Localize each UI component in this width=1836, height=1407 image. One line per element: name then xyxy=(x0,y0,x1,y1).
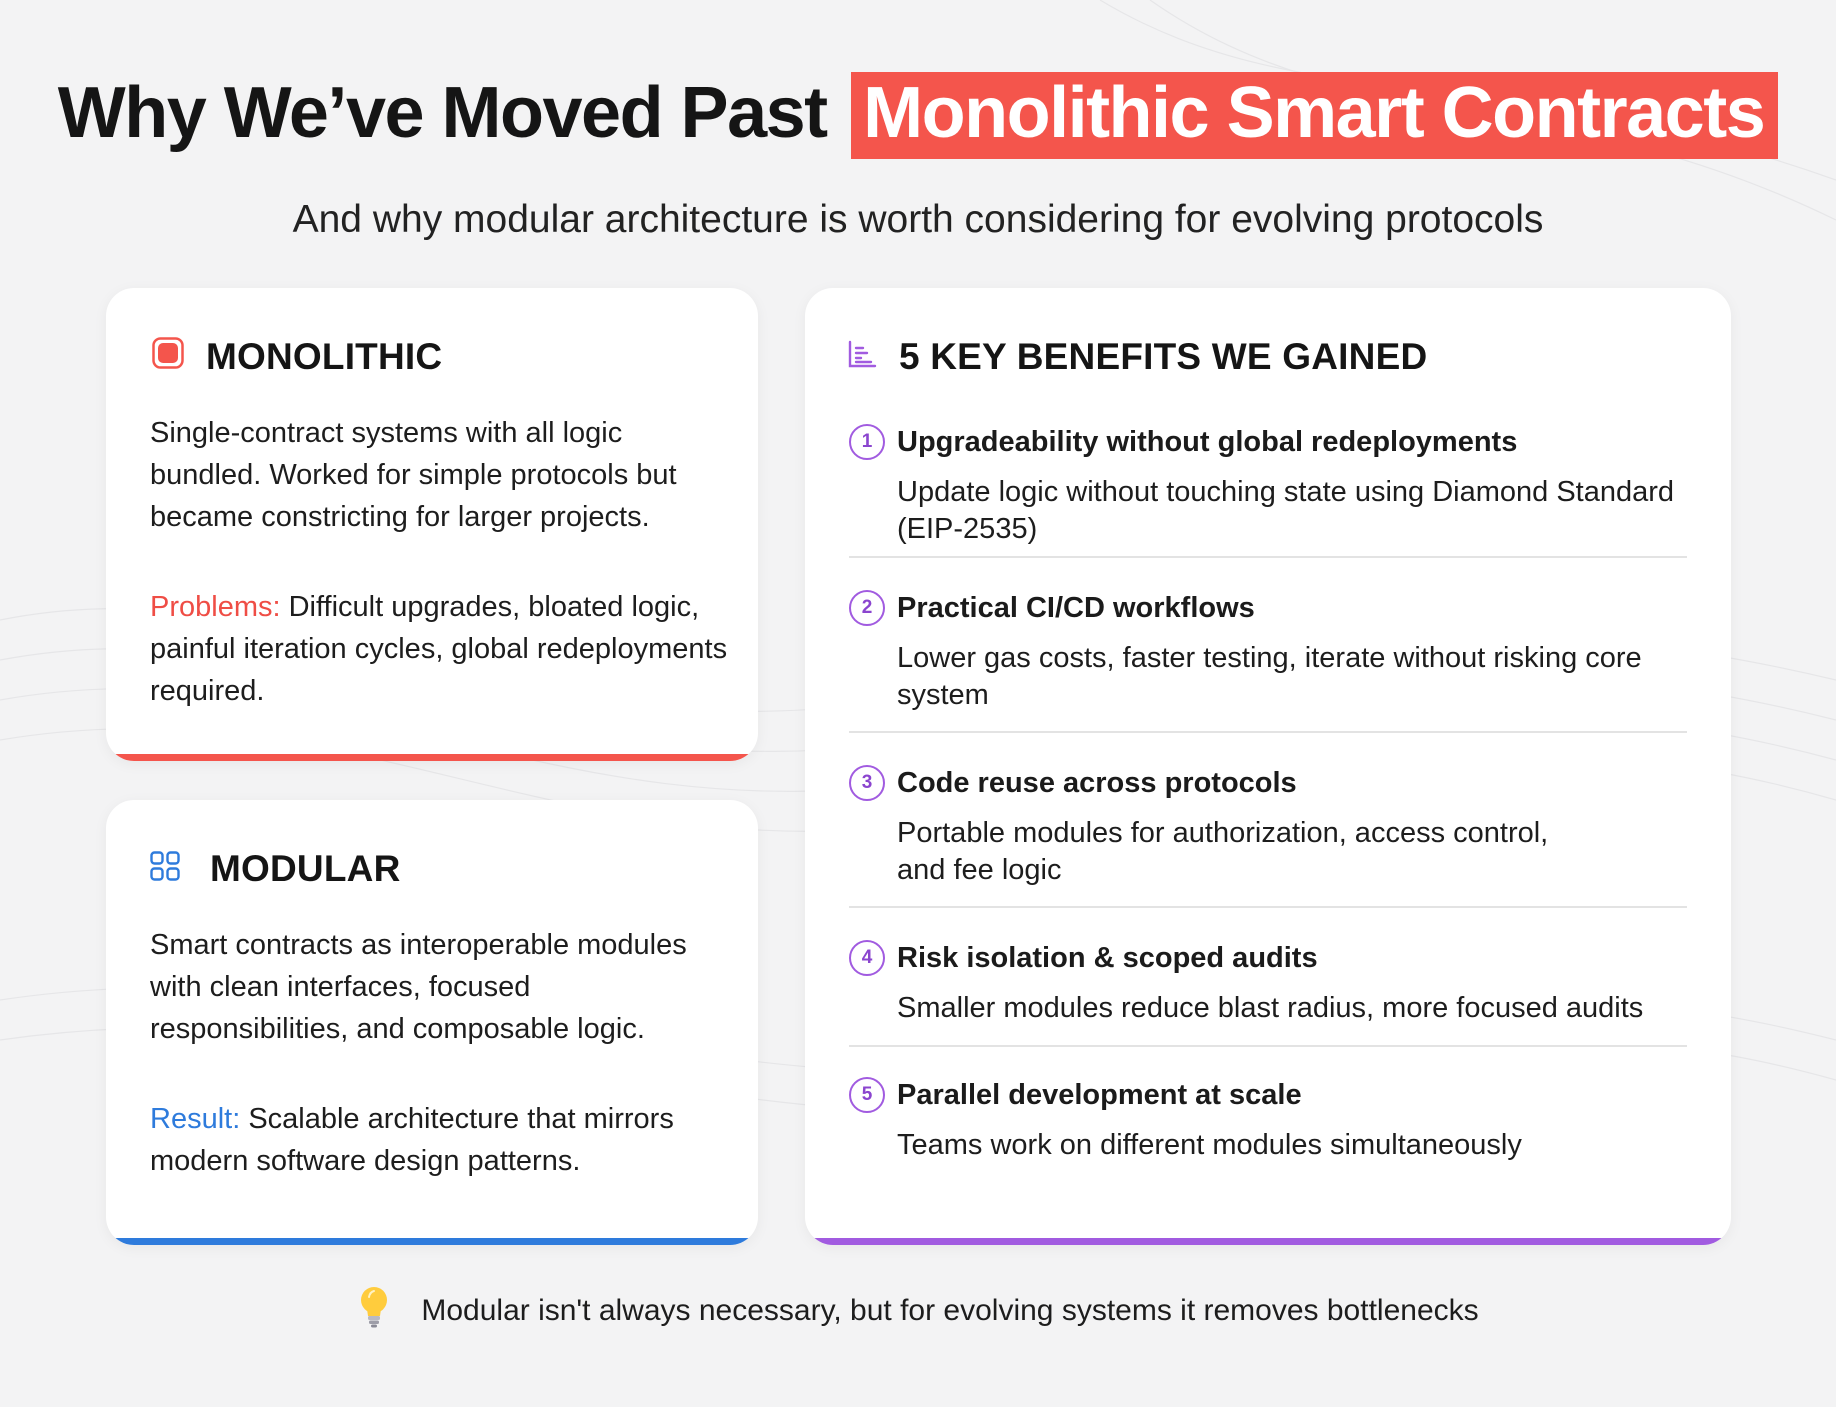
monolithic-heading xyxy=(152,336,442,378)
module-grid-icon xyxy=(150,848,180,890)
bar-chart-icon xyxy=(847,336,877,378)
modular-result xyxy=(150,1098,730,1182)
footer-note xyxy=(0,1285,1836,1337)
benefit-item-2 xyxy=(849,558,1687,731)
modular-heading-text: MODULAR xyxy=(210,848,401,889)
benefit-number-4: 4 xyxy=(849,940,885,976)
modular-heading xyxy=(150,848,400,890)
monolithic-description: Single-contract systems with all logic bundled. Worked for simple protocols but became constricting for larger projects. xyxy=(150,417,677,533)
benefit-item-5 xyxy=(849,1047,1687,1177)
benefits-card xyxy=(805,288,1731,1245)
benefit-desc-5: Teams work on different modules simultaneously xyxy=(897,1129,1522,1161)
page-title xyxy=(0,72,1836,159)
page-subtitle: And why modular architecture is worth considering for evolving protocols xyxy=(292,198,1544,241)
benefit-item-3 xyxy=(849,733,1687,906)
benefit-desc-1: Update logic without touching state using Diamond Standard (EIP-2535) xyxy=(897,476,1675,545)
benefit-number-5: 5 xyxy=(849,1077,885,1113)
benefit-desc-3: Portable modules for authorization, access control, and fee logic xyxy=(897,817,1549,886)
problems-text: Difficult upgrades, bloated logic, painful iteration cycles, global redeployments required. xyxy=(150,591,728,707)
monolithic-heading-text: MONOLITHIC xyxy=(206,336,443,377)
result-label: Result: xyxy=(150,1103,241,1135)
modular-card xyxy=(106,800,758,1245)
title-prefix: Why We’ve Moved Past xyxy=(57,73,827,153)
red-square-icon xyxy=(152,336,184,378)
benefit-number-1: 1 xyxy=(849,424,885,460)
benefit-title-3: Code reuse across protocols xyxy=(897,767,1297,799)
benefit-number-3: 3 xyxy=(849,765,885,801)
benefit-desc-2: Lower gas costs, faster testing, iterate without risking core system xyxy=(897,642,1642,711)
modular-description: Smart contracts as interoperable modules with clean interfaces, focused responsibilities, and composable logic. xyxy=(150,929,687,1045)
benefits-heading xyxy=(847,336,1427,378)
benefit-title-5: Parallel development at scale xyxy=(897,1079,1302,1111)
benefit-item-4 xyxy=(849,908,1687,1045)
benefit-desc-4: Smaller modules reduce blast radius, more focused audits xyxy=(897,992,1644,1024)
title-highlight: Monolithic Smart Contracts xyxy=(851,72,1778,159)
monolithic-problems xyxy=(150,586,730,712)
problems-label: Problems: xyxy=(150,591,281,623)
benefit-title-1: Upgradeability without global redeployments xyxy=(897,426,1518,458)
benefit-title-4: Risk isolation & scoped audits xyxy=(897,942,1318,974)
benefits-list xyxy=(849,422,1687,1177)
result-text: Scalable architecture that mirrors modern software design patterns. xyxy=(150,1103,674,1177)
monolithic-card xyxy=(106,288,758,761)
lightbulb-icon xyxy=(357,1285,391,1337)
benefit-title-2: Practical CI/CD workflows xyxy=(897,592,1255,624)
benefit-number-2: 2 xyxy=(849,590,885,626)
benefits-heading-text: 5 KEY BENEFITS WE GAINED xyxy=(899,336,1428,377)
footer-text: Modular isn't always necessary, but for evolving systems it removes bottlenecks xyxy=(421,1294,1479,1327)
benefit-item-1 xyxy=(849,422,1687,556)
